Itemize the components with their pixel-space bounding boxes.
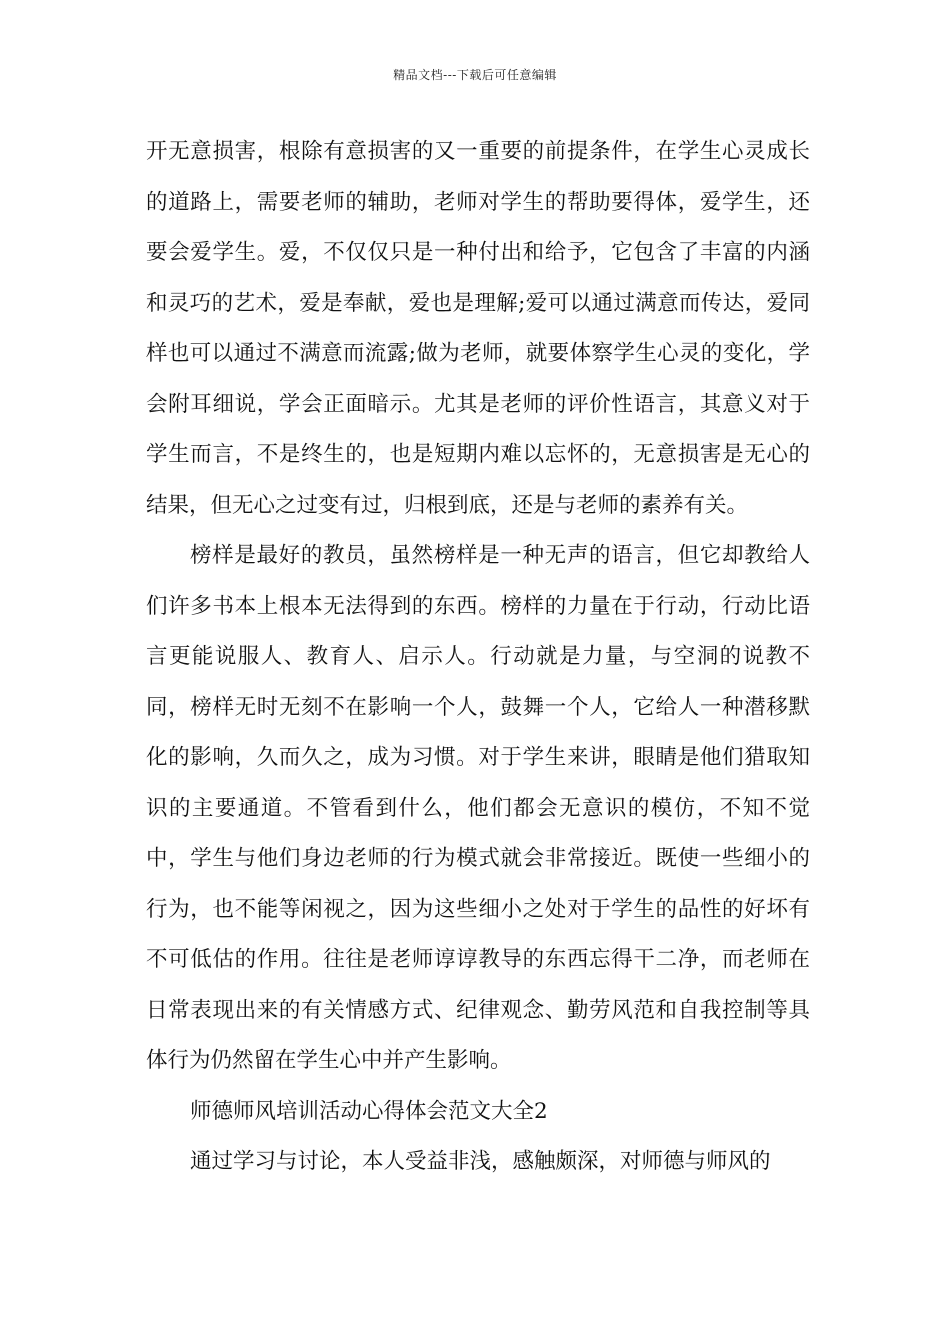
page-header: 精品文档---下载后可任意编辑 [393, 68, 557, 82]
paragraph-2: 榜样是最好的教员，虽然榜样是一种无声的语言，但它却教给人们许多书本上根本无法得到的东西。榜样的力量在于行动，行动比语言更能说服人、教育人、启示人。行动就是力量，与空洞的说教不同，榜样无时无刻不在影响一个人，鼓舞一个人，它给人一种潜移默化的影响，久而久之，成为习惯。对于学生来讲，眼睛是他们猎取知识的主要通道。不管看到什么，他们都会无意识的模仿，不知不觉中，学生与他们身边老师的行为模式就会非常接近。既使一些细小的行为，也不能等闲视之，因为这些细小之处对于学生的品性的好坏有不可低估的作用。往往是老师谆谆教导的东西忘得干二净，而老师在日常表现出来的有关情感方式、纪律观念、勤劳风范和自我控制等具体行为仍然留在学生心中并产生影响。 [146, 543, 810, 1073]
document-body [146, 127, 810, 1188]
section-heading: 师德师风培训活动心得体会范文大全2 [190, 1098, 548, 1124]
paragraph-1: 开无意损害，根除有意损害的又一重要的前提条件，在学生心灵成长的道路上，需要老师的辅助，老师对学生的帮助要得体，爱学生，还要会爱学生。爱，不仅仅只是一种付出和给予，它包含了丰富的内涵和灵巧的艺术，爱是奉献，爱也是理解;爱可以通过满意而传达，爱同样也可以通过不满意而流露;做为老师，就要体察学生心灵的变化，学会附耳细说，学会正面暗示。尤其是老师的评价性语言，其意义对于学生而言，不是终生的，也是短期内难以忘怀的，无意损害是无心的结果，但无心之过变有过，归根到底，还是与老师的素养有关。 [146, 139, 810, 518]
paragraph-3: 通过学习与讨论，本人受益非浅，感触颇深，对师德与师风的 [190, 1149, 771, 1174]
